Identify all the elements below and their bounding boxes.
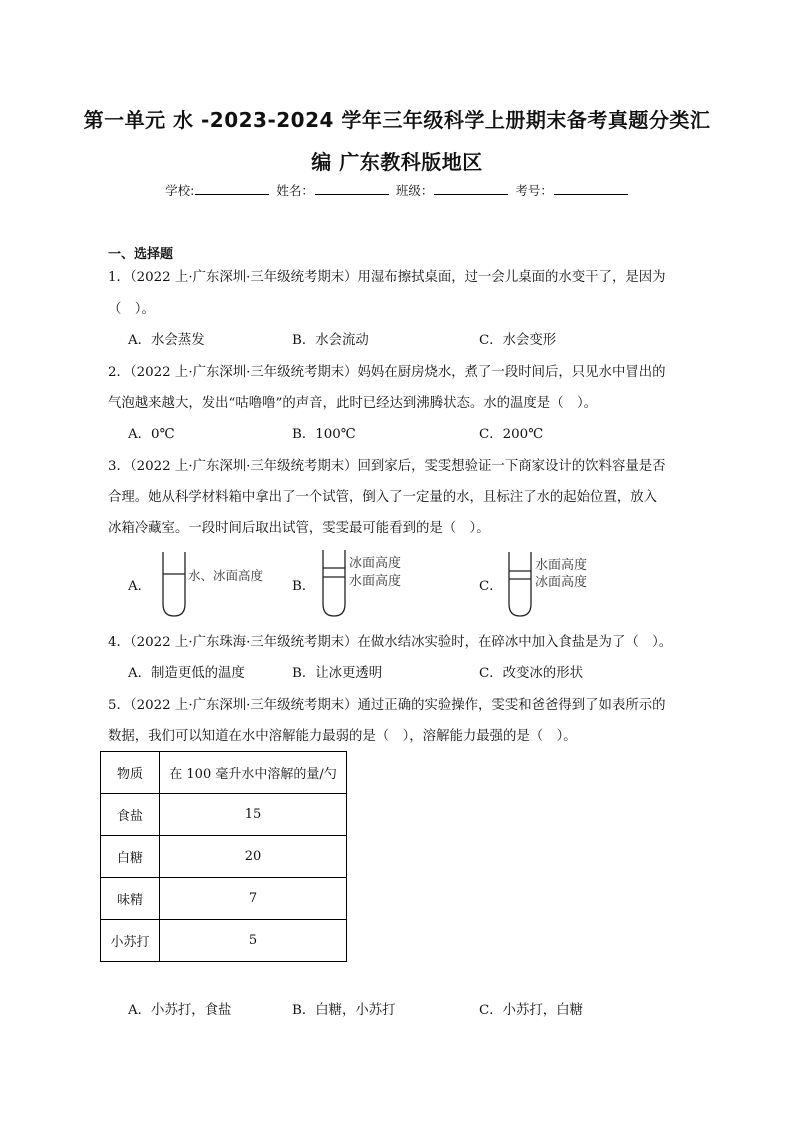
page-title-line2: 编 广东教科版地区 — [311, 150, 483, 174]
q1-line2: （ ）。 — [108, 302, 155, 317]
q1-line1: 1．（2022 上·广东深圳·三年级统考期末）用湿布擦拭桌面，过一会儿桌面的水变干了，是因为 — [108, 270, 666, 285]
table-row — [101, 878, 347, 920]
q4-option-c[interactable]: C．改变冰的形状 — [479, 666, 583, 681]
exam-no-label: 考号： — [515, 183, 553, 198]
q3-line1: 3．（2022 上·广东深圳·三年级统考期末）回到家后，雯雯想验证一下商家设计的饮料容量是否 — [108, 459, 666, 474]
q2-line1: 2．（2022 上·广东深圳·三年级统考期末）妈妈在厨房烧水，煮了一段时间后，只见水中冒出的 — [108, 365, 666, 380]
tube-c-bottom-label: 冰面高度 — [535, 575, 588, 590]
q4-option-a[interactable]: A．制造更低的温度 — [128, 666, 245, 681]
test-tube-b-icon — [318, 548, 438, 620]
q2-option-c[interactable]: C．200℃ — [479, 427, 544, 442]
solubility-table — [100, 751, 347, 962]
q5-line1: 5．（2022 上·广东深圳·三年级统考期末）通过正确的实验操作，雯雯和爸爸得到了如表所示的 — [108, 698, 666, 713]
q4-option-b[interactable]: B．让冰更透明 — [292, 666, 383, 681]
table-cell: 小苏打 — [101, 920, 160, 962]
q2-option-b[interactable]: B．100℃ — [292, 427, 356, 442]
table-cell: 7 — [160, 878, 347, 920]
q5-option-c[interactable]: C．小苏打，白糖 — [479, 1003, 583, 1018]
table-cell: 5 — [160, 920, 347, 962]
school-blank[interactable] — [195, 182, 269, 195]
table-cell: 味精 — [101, 878, 160, 920]
table-cell: 白糖 — [101, 836, 160, 878]
class-label: 班级： — [395, 183, 434, 198]
school-label: 学校: — [165, 183, 195, 198]
table-header-cell: 物质 — [101, 752, 160, 794]
table-header-cell: 在 100 毫升水中溶解的量/勺 — [160, 752, 347, 794]
test-tube-c-icon — [504, 550, 624, 620]
student-info-row — [0, 181, 794, 199]
name-blank[interactable] — [315, 182, 389, 195]
q3-line3: 冰箱冷藏室。一段时间后取出试管，雯雯最可能看到的是（ ）。 — [108, 521, 490, 536]
table-cell: 食盐 — [101, 794, 160, 836]
q2-line2: 气泡越来越大，发出“咕噜噜”的声音，此时已经达到沸腾状态。水的温度是（ ）。 — [108, 396, 598, 411]
tube-c-top-label: 水面高度 — [535, 558, 588, 573]
tube-b-top-label: 冰面高度 — [349, 556, 402, 571]
tube-a-label: 水、冰面高度 — [188, 568, 264, 583]
q1-option-a[interactable]: A．水会蒸发 — [128, 333, 205, 348]
table-cell: 15 — [160, 794, 347, 836]
table-cell: 20 — [160, 836, 347, 878]
exam-no-blank[interactable] — [554, 182, 628, 195]
q4-line1: 4．（2022 上·广东珠海·三年级统考期末）在做水结冰实验时，在碎冰中加入食盐是为了（ ）。 — [108, 635, 673, 650]
q5-option-a[interactable]: A．小苏打，食盐 — [128, 1003, 232, 1018]
q2-option-a[interactable]: A．0℃ — [128, 427, 175, 442]
q3-line2: 合理。她从科学材料箱中拿出了一个试管，倒入了一定量的水，且标注了水的起始位置，放入 — [108, 490, 658, 505]
q1-option-c[interactable]: C．水会变形 — [479, 333, 557, 348]
section-title: 一、选择题 — [108, 247, 174, 262]
page-title-line1: 第一单元 水 -2023-2024 学年三年级科学上册期末备考真题分类汇 — [83, 108, 711, 132]
table-row — [101, 836, 347, 878]
test-tube-a-icon — [158, 550, 288, 620]
class-blank[interactable] — [434, 182, 508, 195]
table-row — [101, 794, 347, 836]
q3-option-a[interactable]: A． — [128, 579, 152, 594]
tube-b-bottom-label: 水面高度 — [349, 574, 402, 589]
name-label: 姓名： — [276, 183, 314, 198]
q5-line2: 数据，我们可以知道在水中溶解能力最弱的是（ ），溶解能力最强的是（ ）。 — [108, 729, 577, 744]
q3-option-b[interactable]: B． — [292, 579, 316, 594]
table-row — [101, 920, 347, 962]
q1-option-b[interactable]: B．水会流动 — [292, 333, 369, 348]
q3-option-c[interactable]: C． — [479, 579, 503, 594]
q5-option-b[interactable]: B．白糖，小苏打 — [292, 1003, 396, 1018]
table-header-row — [101, 752, 347, 794]
